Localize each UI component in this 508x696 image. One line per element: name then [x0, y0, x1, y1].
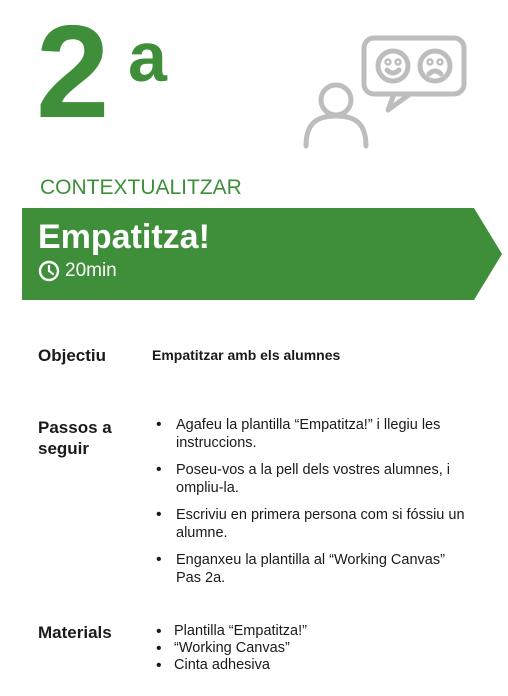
step-number: 2 [36, 0, 104, 145]
list-item: • Agafeu la plantilla “Empatitza!” i llegiu les instruccions. [156, 416, 466, 452]
clock-icon [38, 260, 60, 282]
phase-title: CONTEXTUALITZAR [40, 176, 242, 199]
materials-list [156, 623, 307, 674]
list-item: • Poseu-vos a la pell dels vostres alumnes, i ompliu-la. [156, 461, 466, 497]
objective-value: Empatitzar amb els alumnes [152, 347, 341, 363]
list-item: • Plantilla “Empatitza!” [156, 623, 307, 640]
objective-label: Objectiu [38, 346, 107, 365]
activity-title: Empatitza! [38, 218, 210, 256]
steps-label-line2: seguir [38, 439, 90, 458]
activity-banner [22, 208, 502, 300]
steps-label [38, 417, 112, 459]
person-with-emotions-speech-bubble-icon [298, 30, 478, 160]
steps-list [156, 416, 466, 596]
step-superscript: a [128, 18, 167, 96]
list-item: • Cinta adhesiva [156, 657, 307, 674]
duration-text: 20min [65, 260, 117, 281]
steps-label-line1: Passos a [38, 418, 112, 437]
materials-label: Materials [38, 623, 112, 642]
list-item: • Enganxeu la plantilla al “Working Canvas” Pas 2a. [156, 551, 466, 587]
list-item: • Escriviu en primera persona com si fóssiu un alumne. [156, 506, 466, 542]
list-item: • “Working Canvas” [156, 640, 307, 657]
activity-duration [38, 260, 117, 282]
